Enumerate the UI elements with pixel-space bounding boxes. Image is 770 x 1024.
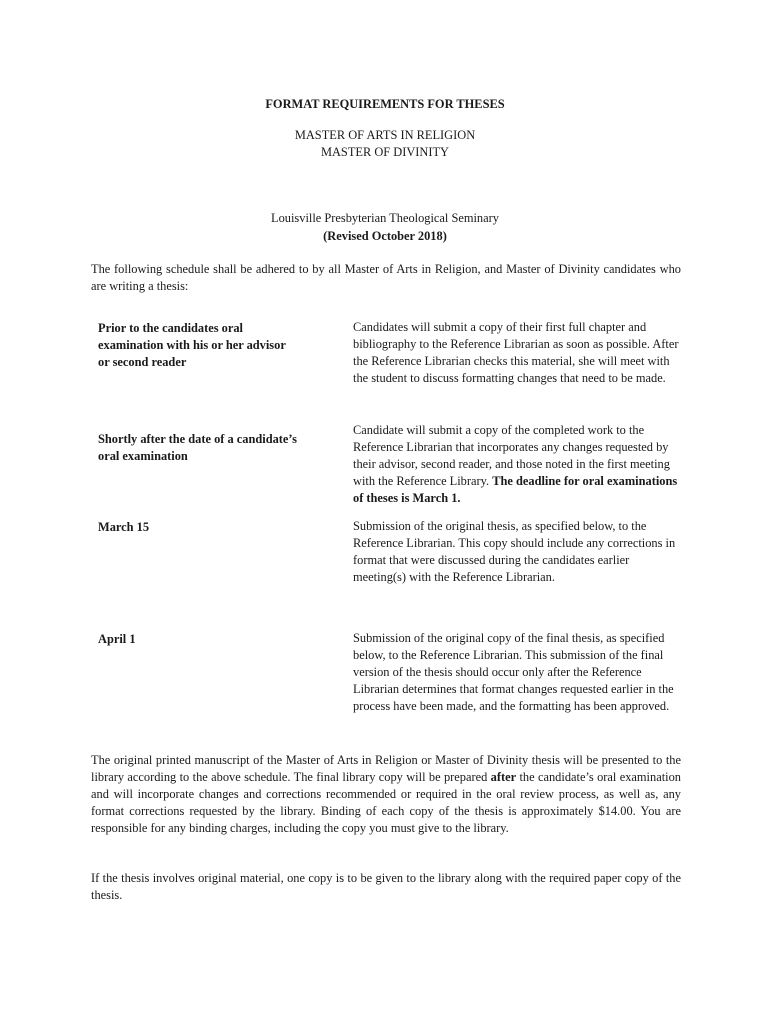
schedule-row-2-text: Candidate will submit a copy of the completed work to the Reference Librarian that incorporates any changes requested by their advisor, second reader, and those noted in the first meeting with the Reference Library. — [353, 423, 670, 488]
schedule-row-4-label: April 1 — [98, 632, 136, 646]
schedule-row-1-description: Candidates will submit a copy of their first full chapter and bibliography to the Reference Librarian as soon as possible. After the Reference Librarian checks this material, she will meet with the student to discuss formatting changes that need to be made. — [353, 320, 679, 385]
institution-name: Louisville Presbyterian Theological Seminary — [271, 211, 499, 225]
document-title: FORMAT REQUIREMENTS FOR THESES — [265, 97, 505, 111]
schedule-row-2-description — [353, 422, 683, 507]
original-material-paragraph: If the thesis involves original material, one copy is to be given to the library along with the required paper copy of the thesis. — [91, 871, 681, 902]
schedule-row-4-description: Submission of the original copy of the final thesis, as specified below, to the Reference Librarian. This submission of the final version of the thesis should occur only after the Reference Librarian determines that format changes requested earlier in the process have been made, and the formatting has been approved. — [353, 631, 674, 713]
closing-paragraph — [91, 752, 681, 837]
schedule-row-2-deadline: The deadline for oral examinations of theses is March 1. — [353, 474, 678, 505]
degree-line-1: MASTER OF ARTS IN RELIGION — [294, 128, 476, 142]
closing-text-2: the candidate’s oral examination and will incorporate changes and corrections recommended or required in the oral review process, as well as, any format corrections requested by the library. Binding of each copy of the thesis is approximately $14.00. You are responsible for any binding charges, including the copy you must give to the library. — [91, 770, 681, 835]
revision-date: (Revised October 2018) — [323, 229, 447, 243]
closing-emphasis: after — [490, 770, 517, 784]
schedule-row-2-label: Shortly after the date of a candidate’s oral examination — [98, 432, 297, 463]
schedule-row-3-description: Submission of the original thesis, as specified below, to the Reference Librarian. This copy should include any corrections in format that were discussed during the candidates earlier meeting(s) with the Reference Librarian. — [353, 519, 676, 584]
intro-paragraph: The following schedule shall be adhered to by all Master of Arts in Religion, and Master of Divinity candidates who are writing a thesis: — [91, 262, 681, 293]
schedule-row-3-label: March 15 — [98, 520, 150, 534]
closing-text-1: The original printed manuscript of the Master of Arts in Religion or Master of Divinity thesis will be presented to the library according to the above schedule. The final library copy will be prepared — [91, 753, 681, 784]
schedule-row-1-label: Prior to the candidates oral examination with his or her advisor or second reader — [98, 321, 286, 369]
degree-line-2: MASTER OF DIVINITY — [320, 145, 450, 159]
